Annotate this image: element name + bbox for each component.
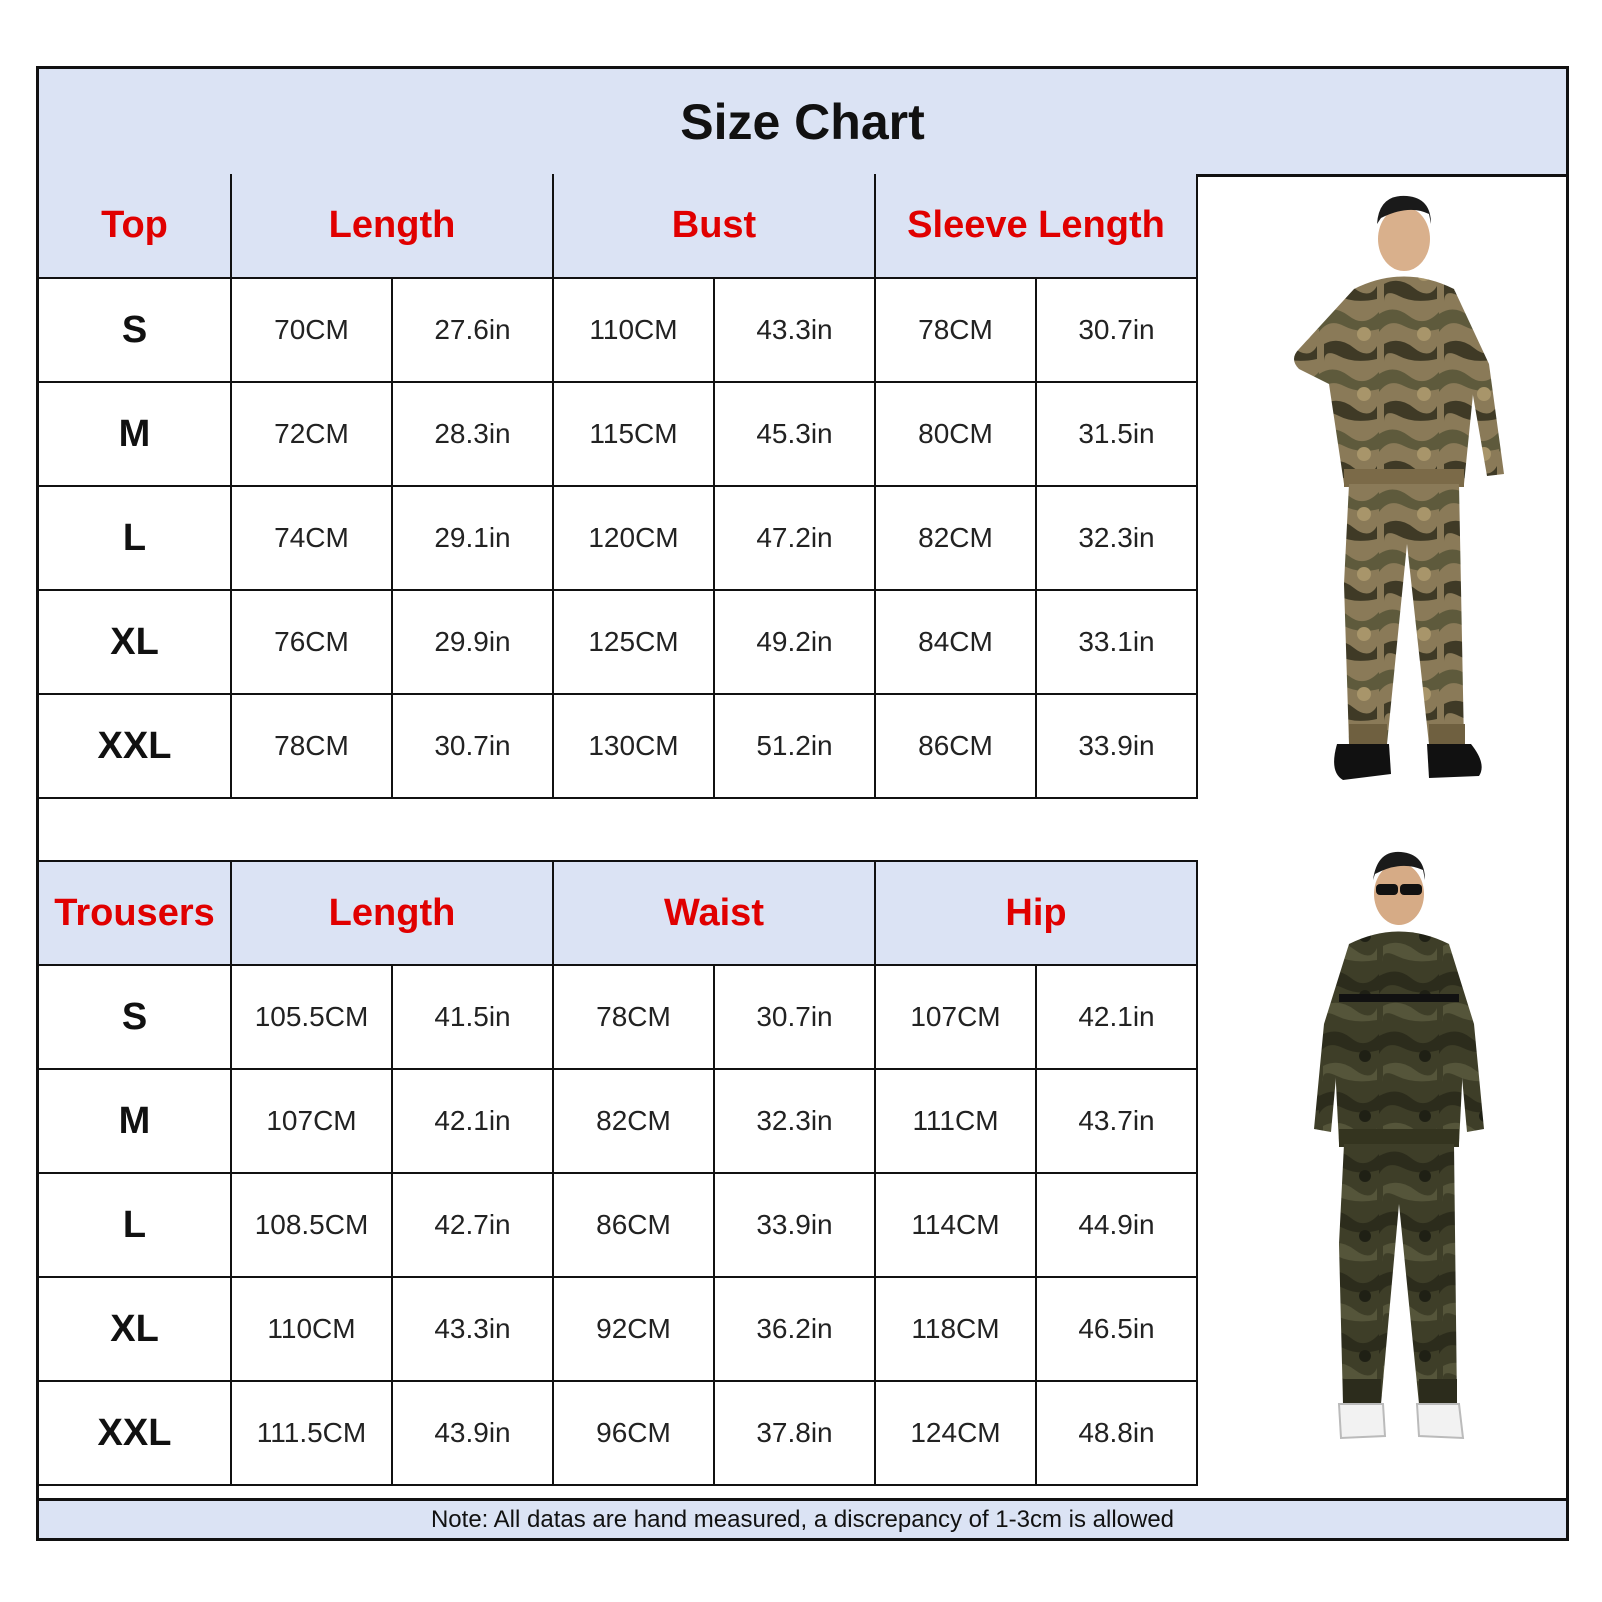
note-bar: [39, 1498, 1566, 1538]
length-cm: 74CM: [231, 486, 392, 590]
length-cm: 110CM: [231, 1277, 392, 1381]
hip-in: 43.7in: [1036, 1069, 1197, 1173]
length-in: 43.9in: [392, 1381, 553, 1485]
trousers-header-length: Length: [231, 861, 553, 965]
table-spacer: [39, 822, 1229, 862]
waist-cm: 96CM: [553, 1381, 714, 1485]
length-cm: 108.5CM: [231, 1173, 392, 1277]
trousers-header-hip: Hip: [875, 861, 1197, 965]
top-header-category: Top: [39, 174, 231, 278]
sleeve-cm: 84CM: [875, 590, 1036, 694]
length-cm: 70CM: [231, 278, 392, 382]
sleeve-cm: 82CM: [875, 486, 1036, 590]
bust-in: 43.3in: [714, 278, 875, 382]
bust-cm: 120CM: [553, 486, 714, 590]
length-in: 29.1in: [392, 486, 553, 590]
length-cm: 76CM: [231, 590, 392, 694]
hip-in: 48.8in: [1036, 1381, 1197, 1485]
sleeve-cm: 86CM: [875, 694, 1036, 798]
bust-in: 45.3in: [714, 382, 875, 486]
bust-cm: 110CM: [553, 278, 714, 382]
waist-cm: 92CM: [553, 1277, 714, 1381]
size-label: XXL: [39, 1381, 231, 1485]
size-label: M: [39, 1069, 231, 1173]
size-label: S: [39, 965, 231, 1069]
bust-cm: 115CM: [553, 382, 714, 486]
length-cm: 111.5CM: [231, 1381, 392, 1485]
page-title: Size Chart: [680, 93, 925, 150]
waist-cm: 86CM: [553, 1173, 714, 1277]
length-in: 41.5in: [392, 965, 553, 1069]
size-label: L: [39, 486, 231, 590]
waist-in: 32.3in: [714, 1069, 875, 1173]
hip-cm: 118CM: [875, 1277, 1036, 1381]
sleeve-in: 32.3in: [1036, 486, 1197, 590]
table-row: [39, 382, 1197, 486]
waist-in: 37.8in: [714, 1381, 875, 1485]
size-label: XXL: [39, 694, 231, 798]
table-row: [39, 1277, 1197, 1381]
model-photo-light-camo: [1259, 184, 1539, 794]
hip-cm: 107CM: [875, 965, 1036, 1069]
top-size-table: [39, 174, 1198, 799]
length-in: 27.6in: [392, 278, 553, 382]
size-label: S: [39, 278, 231, 382]
bust-in: 51.2in: [714, 694, 875, 798]
hip-in: 46.5in: [1036, 1277, 1197, 1381]
bust-in: 49.2in: [714, 590, 875, 694]
sleeve-in: 30.7in: [1036, 278, 1197, 382]
length-cm: 72CM: [231, 382, 392, 486]
length-cm: 107CM: [231, 1069, 392, 1173]
waist-in: 36.2in: [714, 1277, 875, 1381]
table-row: [39, 1381, 1197, 1485]
sleeve-in: 33.9in: [1036, 694, 1197, 798]
model-photo-dark-camo: [1259, 844, 1539, 1454]
hip-in: 44.9in: [1036, 1173, 1197, 1277]
sleeve-cm: 78CM: [875, 278, 1036, 382]
length-in: 29.9in: [392, 590, 553, 694]
top-header-sleeve-length: Sleeve Length: [875, 174, 1197, 278]
bust-cm: 130CM: [553, 694, 714, 798]
length-in: 28.3in: [392, 382, 553, 486]
hip-cm: 111CM: [875, 1069, 1036, 1173]
top-header-bust: Bust: [553, 174, 875, 278]
top-header-row: [39, 174, 1197, 278]
table-row: [39, 694, 1197, 798]
title-bar: [39, 69, 1566, 177]
table-row: [39, 486, 1197, 590]
table-row: [39, 965, 1197, 1069]
sleeve-in: 31.5in: [1036, 382, 1197, 486]
trousers-header-waist: Waist: [553, 861, 875, 965]
waist-cm: 78CM: [553, 965, 714, 1069]
bust-in: 47.2in: [714, 486, 875, 590]
length-in: 43.3in: [392, 1277, 553, 1381]
sleeve-cm: 80CM: [875, 382, 1036, 486]
hip-in: 42.1in: [1036, 965, 1197, 1069]
hip-cm: 114CM: [875, 1173, 1036, 1277]
length-cm: 105.5CM: [231, 965, 392, 1069]
table-row: [39, 1069, 1197, 1173]
bust-cm: 125CM: [553, 590, 714, 694]
model-photo-panel: [1229, 174, 1566, 1572]
sleeve-in: 33.1in: [1036, 590, 1197, 694]
size-label: XL: [39, 590, 231, 694]
measurement-note: Note: All datas are hand measured, a discrepancy of 1-3cm is allowed: [430, 1505, 1175, 1533]
length-cm: 78CM: [231, 694, 392, 798]
table-row: [39, 590, 1197, 694]
top-header-length: Length: [231, 174, 553, 278]
size-label: M: [39, 382, 231, 486]
waist-cm: 82CM: [553, 1069, 714, 1173]
size-label: XL: [39, 1277, 231, 1381]
trousers-header-category: Trousers: [39, 861, 231, 965]
size-chart-frame: [36, 66, 1569, 1541]
length-in: 30.7in: [392, 694, 553, 798]
length-in: 42.1in: [392, 1069, 553, 1173]
trousers-size-table: [39, 860, 1198, 1486]
size-label: L: [39, 1173, 231, 1277]
trousers-header-row: [39, 861, 1197, 965]
hip-cm: 124CM: [875, 1381, 1036, 1485]
table-row: [39, 1173, 1197, 1277]
table-row: [39, 278, 1197, 382]
length-in: 42.7in: [392, 1173, 553, 1277]
waist-in: 30.7in: [714, 965, 875, 1069]
waist-in: 33.9in: [714, 1173, 875, 1277]
